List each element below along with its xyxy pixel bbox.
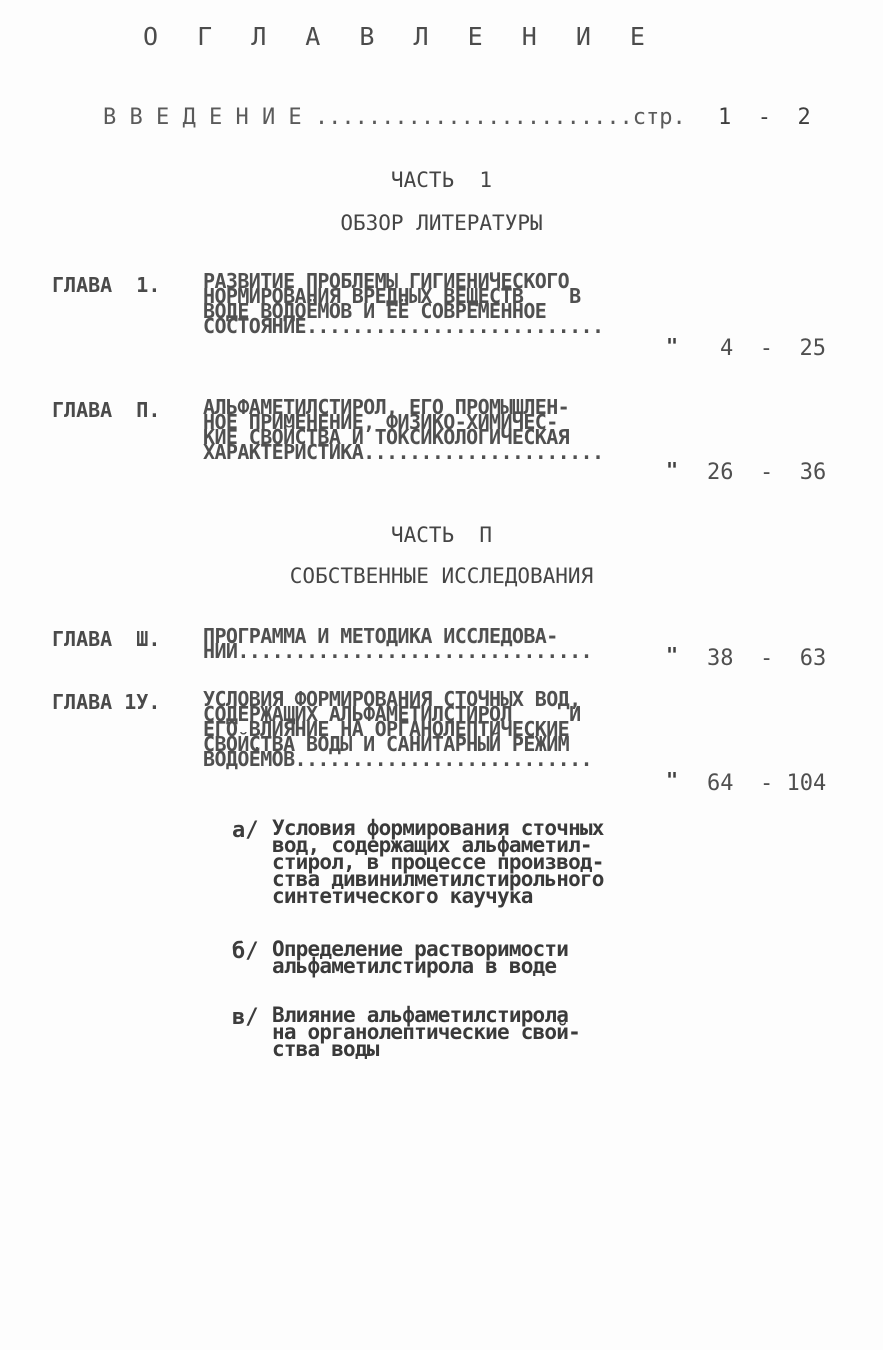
chapter-4-ditto: " — [666, 768, 679, 792]
chapter-1-ditto: " — [666, 334, 679, 358]
subsection-b-text: Определение растворимости альфаметилстирола в воде — [272, 937, 569, 978]
chapter-4-title: УСЛОВИЯ ФОРМИРОВАНИЯ СТОЧНЫХ ВОД, СОДЕРЖАЩИХ АЛЬФАМЕТИЛСТИРОЛ И ЕГО ВЛИЯНИЕ НА ОРГАНОЛЕПТИЧЕСКИЕ СВОЙСТВА ВОДЫ И САНИТАРНЫЙ РЕЖИМ ВОДОЁМОВ.......................... — [203, 687, 592, 771]
chapter-3-pages: 38 - 63 — [707, 646, 827, 671]
chapter-1-label: ГЛАВА 1. — [52, 273, 161, 297]
part-2-label: ЧАСТЬ П — [390, 523, 493, 547]
subsection-a-marker: а/ — [232, 818, 259, 843]
part-1-label: ЧАСТЬ 1 — [390, 168, 493, 192]
part-2-subtitle: СОБСТВЕННЫЕ ИССЛЕДОВАНИЯ — [289, 564, 594, 588]
page-title: О Г Л А В Л Е Н И Е — [143, 22, 657, 51]
chapter-2-label: ГЛАВА П. — [52, 398, 161, 422]
chapter-3-ditto: " — [666, 643, 679, 667]
subsection-c-marker: в/ — [232, 1005, 259, 1030]
chapter-1-pages: 4 - 25 — [720, 336, 826, 361]
chapter-1-title: РАЗВИТИЕ ПРОБЛЕМЫ ГИГИЕНИЧЕСКОГО НОРМИРОВАНИЯ ВРЕДНЫХ ВЕЩЕСТВ В ВОДЕ ВОДОЁМОВ И ЕЁ СОВРЕМЕННОЕ СОСТОЯНИЕ.......................... — [203, 269, 604, 338]
part-1-subtitle: ОБЗОР ЛИТЕРАТУРЫ — [340, 211, 543, 235]
chapter-2-title: АЛЬФАМЕТИЛСТИРОЛ, ЕГО ПРОМЫШЛЕН- НОЕ ПРИМЕНЕНИЕ, ФИЗИКО-ХИМИЧЕС- КИЕ СВОЙСТВА И ТОКСИКОЛОГИЧЕСКАЯ ХАРАКТЕРИСТИКА..................... — [203, 395, 604, 464]
subsection-a-text: Условия формирования сточных вод, содержащих альфаметил- стирол, в процессе производ- ства дивинилметилстирольного синтетического каучука — [272, 816, 604, 908]
chapter-4-label: ГЛАВА 1У. — [52, 690, 161, 714]
chapter-2-pages: 26 - 36 — [707, 460, 827, 485]
chapter-3-title: ПРОГРАММА И МЕТОДИКА ИССЛЕДОВА- НИЙ............................... — [203, 624, 592, 663]
intro-entry-label: В В Е Д Е Н И Е ........................стр. — [103, 105, 686, 130]
chapter-3-label: ГЛАВА Ш. — [52, 627, 161, 651]
subsection-c-text: Влияние альфаметилстирола на органолептические свой- ства воды — [272, 1003, 580, 1061]
chapter-4-pages: 64 - 104 — [707, 771, 827, 796]
intro-entry-pages: 1 - 2 — [718, 105, 811, 130]
subsection-b-marker: б/ — [232, 939, 259, 964]
chapter-2-ditto: " — [666, 458, 679, 482]
